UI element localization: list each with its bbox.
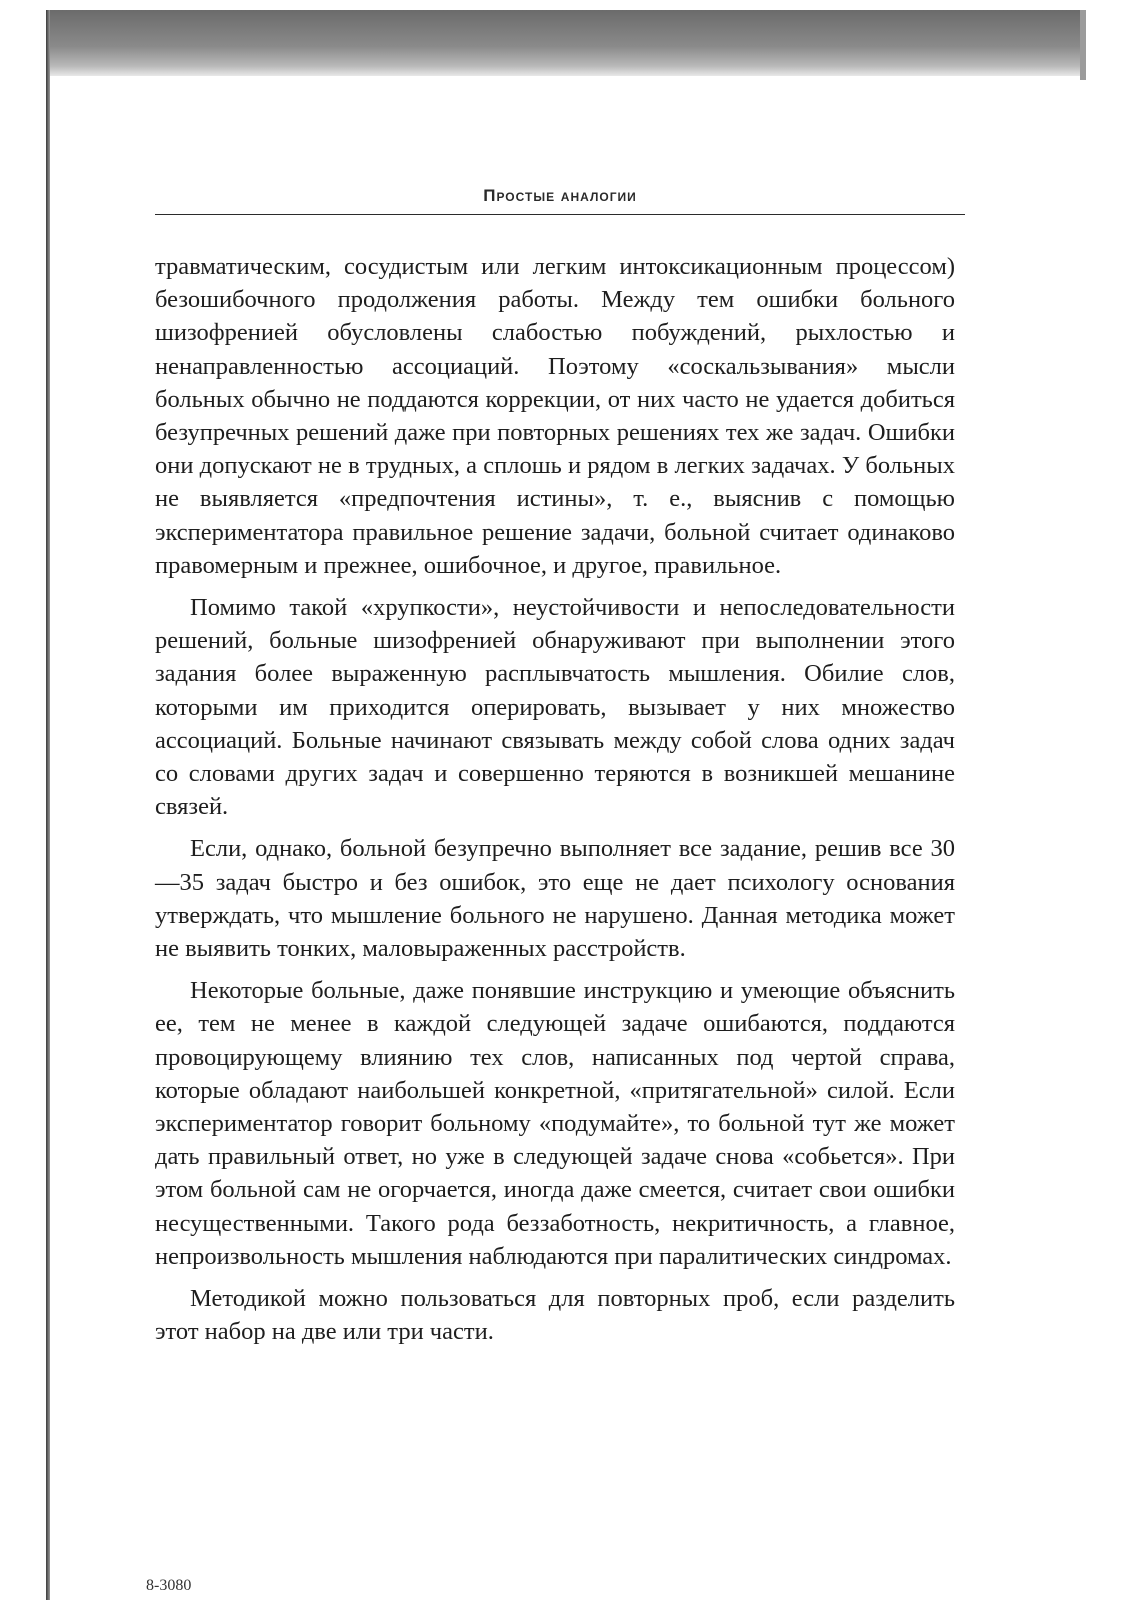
running-head <box>155 186 965 215</box>
paragraph-2: Помимо такой «хрупкости», неустойчивости и непоследовательности решений, больные шизофренией обнаруживают при выполнении этого задания более выраженную расплывчатость мышления. Обилие слов, которыми им приходится оперировать, вызывает у них множество ассоциаций. Больные начинают связывать между собой слова одних задач со словами других задач и совершенно теряются в возникшей мешанине связей. <box>155 594 955 821</box>
running-head-title: Простые аналогии <box>483 186 637 205</box>
paragraph-5: Методикой можно пользоваться для повторных проб, если разделить этот набор на две или три части. <box>155 1285 955 1346</box>
paragraph-1: травматическим, сосудистым или легким интоксикационным процессом) безошибочного продолжения работы. Между тем ошибки больного шизофренией обусловлены слабостью побуждений, рыхлостью и ненаправленностью ассоциаций. Поэтому «соскальзывания» мысли больных обычно не поддаются коррекции, от них часто не удается добиться безупречных решений даже при повторных решениях тех же задач. Ошибки они допускают не в трудных, а сплошь и рядом в легких задачах. У больных не выявляется «предпочтения истины», т. е., выяснив с помощью экспериментатора правильное решение задачи, больной считает одинаково правомерным и прежнее, ошибочное, и другое, правильное. <box>155 253 955 579</box>
scan-right-edge <box>1080 10 1086 80</box>
scan-left-edge <box>46 10 50 1600</box>
paragraph-3: Если, однако, больной безупречно выполняет все задание, решив все 30—35 задач быстро и без ошибок, это еще не дает психологу основания утверждать, что мышление больного не нарушено. Данная методика может не выявить тонких, маловыраженных расстройств. <box>155 835 955 963</box>
text-body <box>155 250 955 1358</box>
paragraph-4: Некоторые больные, даже понявшие инструкцию и умеющие объяснить ее, тем не менее в каждой следующей задаче ошибаются, поддаются провоцирующему влиянию тех слов, написанных под чертой справа, которые обладают наибольшей конкретной, «притягательной» силой. Если экспериментатор говорит больному «подумайте», то больной тут же может дать правильный ответ, но уже в следующей задаче снова «собьется». При этом больной сам не огорчается, иногда даже смеется, считает свои ошибки несущественными. Такого рода беззаботность, некритичность, а главное, непроизвольность мышления наблюдаются при паралитических синдромах. <box>155 977 955 1270</box>
printer-signature: 8-3080 <box>146 1577 192 1594</box>
scan-top-shadow <box>48 10 1084 76</box>
